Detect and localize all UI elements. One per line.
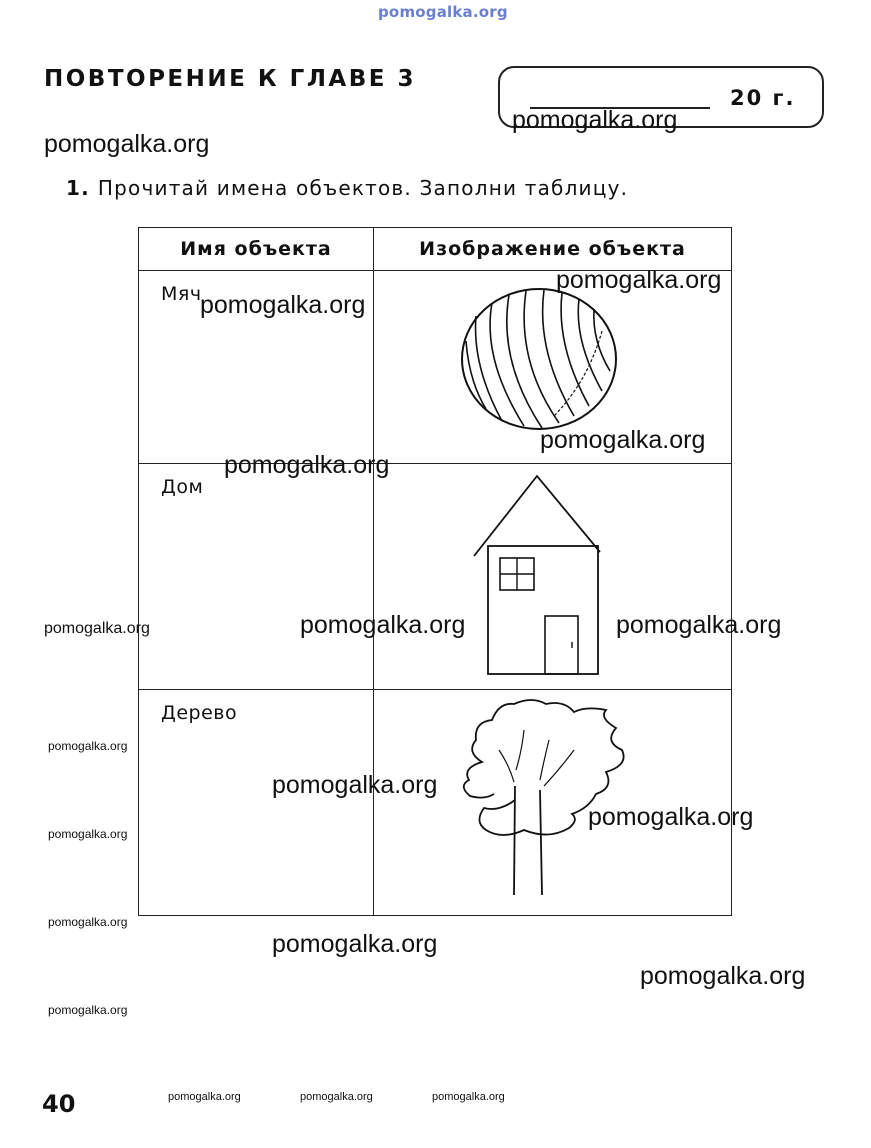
- house-drawing: [374, 464, 732, 677]
- object-name-ball: Мяч: [139, 271, 374, 464]
- watermark: pomogalka.org: [48, 1003, 128, 1017]
- chapter-heading: ПОВТОРЕНИЕ К ГЛАВЕ 3: [44, 66, 416, 92]
- task-number: 1.: [66, 176, 90, 200]
- watermark: pomogalka.org: [300, 611, 466, 639]
- header-object-image: Изображение объекта: [374, 228, 732, 271]
- watermark: pomogalka.org: [44, 130, 210, 158]
- watermark: pomogalka.org: [168, 1091, 241, 1103]
- watermark: pomogalka.org: [300, 1091, 373, 1103]
- watermark: pomogalka.org: [512, 106, 678, 134]
- watermark: pomogalka.org: [616, 611, 782, 639]
- watermark: pomogalka.org: [48, 827, 128, 841]
- watermark: pomogalka.org: [224, 451, 390, 479]
- watermark: pomogalka.org: [556, 266, 722, 294]
- watermark: pomogalka.org: [272, 771, 438, 799]
- watermark: pomogalka.org: [48, 739, 128, 753]
- top-watermark: pomogalka.org: [378, 3, 508, 21]
- watermark: pomogalka.org: [432, 1091, 505, 1103]
- object-image-house: [374, 464, 732, 690]
- watermark: pomogalka.org: [200, 291, 366, 319]
- watermark: pomogalka.org: [272, 930, 438, 958]
- watermark: pomogalka.org: [44, 620, 150, 637]
- watermark: pomogalka.org: [540, 426, 706, 454]
- header-object-name: Имя объекта: [139, 228, 374, 271]
- watermark: pomogalka.org: [48, 915, 128, 929]
- table-row: [139, 464, 732, 690]
- object-name-tree: Дерево: [139, 690, 374, 916]
- task-text: Прочитай имена объектов. Заполни таблицу.: [97, 176, 629, 200]
- page-number: 40: [42, 1090, 76, 1118]
- task-1: [66, 176, 628, 200]
- object-name-house: Дом: [139, 464, 374, 690]
- watermark: pomogalka.org: [640, 962, 806, 990]
- ball-drawing: [374, 271, 732, 451]
- date-year-suffix: 20 г.: [730, 86, 796, 110]
- watermark: pomogalka.org: [588, 803, 754, 831]
